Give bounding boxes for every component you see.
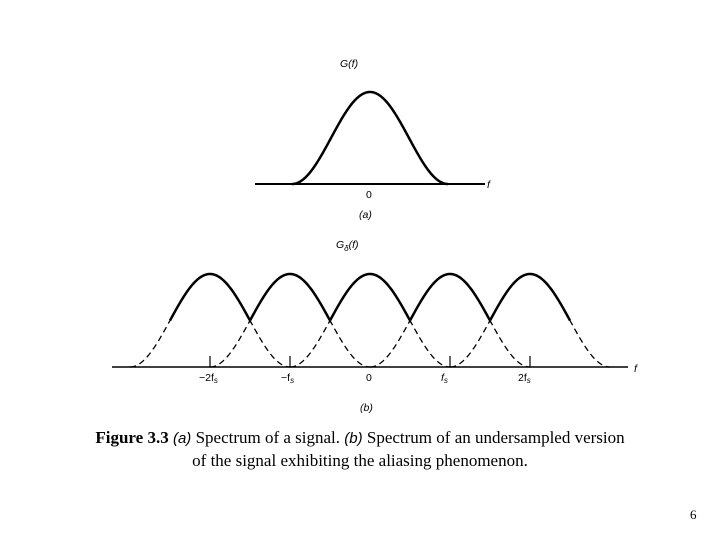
caption-part-a-marker: (a) xyxy=(172,430,192,447)
caption-line-2: of the signal exhibiting the aliasing phenomenon. xyxy=(192,451,528,470)
panel-a-spectrum-curve xyxy=(292,92,448,184)
dashed-replica-4 xyxy=(450,274,610,367)
figure-number: Figure 3.3 xyxy=(95,428,169,447)
caption-part-b-text: Spectrum of an undersampled version xyxy=(362,428,625,447)
tick-label-minus-fs: −fs xyxy=(281,372,295,385)
panel-a-y-label: G(f) xyxy=(340,58,359,70)
panel-b-envelope-curve xyxy=(170,274,570,321)
dashed-replica-1 xyxy=(210,274,370,367)
dashed-replica-2 xyxy=(290,274,450,367)
tick-label-2fs: 2fs xyxy=(518,372,531,385)
panel-b-tick-marks xyxy=(210,356,530,367)
panel-b-label: (b) xyxy=(360,402,373,414)
tick-label-fs: fs xyxy=(441,372,448,385)
panel-a-x-label: f xyxy=(487,179,490,191)
caption-part-a-text: Spectrum of a signal. xyxy=(191,428,345,447)
panel-a-label: (a) xyxy=(359,209,372,221)
panel-a xyxy=(255,58,491,221)
panel-b-y-label: $G_\delta(f)$ xyxy=(336,239,359,253)
panel-a-origin-label: 0 xyxy=(366,189,372,201)
dashed-replica-0 xyxy=(130,274,290,367)
panel-b-x-label: f xyxy=(634,363,637,375)
tick-label-zero: 0 xyxy=(366,372,372,384)
figure-caption xyxy=(20,427,700,472)
panel-b-dashed-replicas xyxy=(130,274,610,367)
tick-label-minus-2fs: −2fs xyxy=(199,372,218,385)
panel-b xyxy=(112,239,638,414)
page-number: 6 xyxy=(690,507,697,522)
dashed-replica-3 xyxy=(370,274,530,367)
caption-part-b-marker: (b) xyxy=(344,430,363,447)
